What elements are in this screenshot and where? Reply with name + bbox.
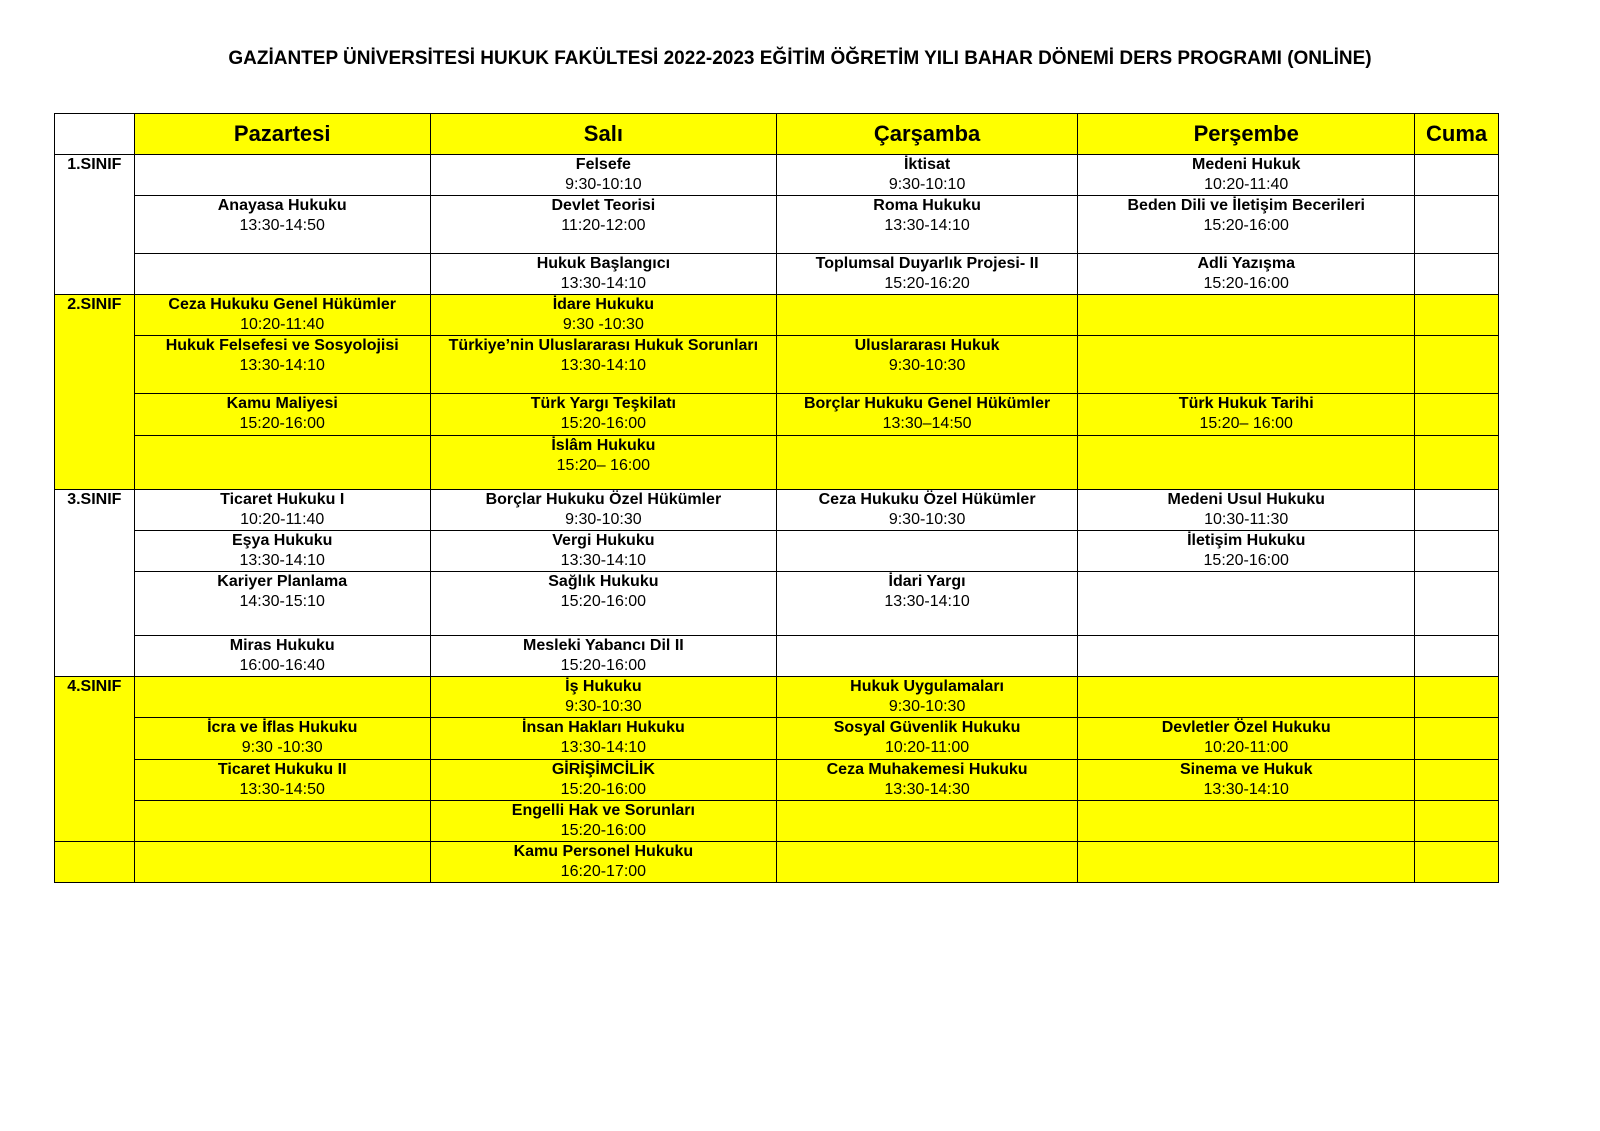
schedule-cell [134,295,430,336]
schedule-cell [1078,531,1415,572]
schedule-cell [776,718,1077,760]
course-time: 13:30-14:10 [560,552,647,569]
schedule-cell [134,677,430,718]
schedule-cell [430,196,776,254]
course-name: Kariyer Planlama [217,573,348,590]
schedule-cell [430,436,776,490]
schedule-cell [776,572,1077,636]
schedule-cell [776,842,1077,883]
table-row [55,394,1499,436]
schedule-cell [776,801,1077,842]
schedule-cell [776,436,1077,490]
schedule-cell [1415,677,1499,718]
schedule-cell [134,336,430,394]
schedule-cell [134,842,430,883]
course-name: GİRİŞİMCİLİK [551,761,655,778]
schedule-cell [776,155,1077,196]
schedule-cell [1415,572,1499,636]
table-row [55,801,1499,842]
grade-label: 4.SINIF [55,677,135,842]
schedule-cell [134,572,430,636]
course-name: Eşya Hukuku [231,532,333,549]
schedule-cell [430,636,776,677]
course-name: Kamu Personel Hukuku [513,843,694,860]
schedule-cell [134,394,430,436]
course-time: 10:20-11:40 [240,511,325,528]
course-name: Felsefe [575,156,631,173]
grade-label: 1.SINIF [55,155,135,295]
schedule-cell [1078,572,1415,636]
schedule-cell [134,155,430,196]
course-time: 15:20– 16:00 [1199,415,1293,432]
course-name: Hukuk Uygulamaları [850,678,1004,695]
schedule-cell [1415,718,1499,760]
schedule-cell [134,760,430,801]
schedule-cell [1078,718,1415,760]
course-time: 16:00-16:40 [239,657,325,674]
course-time: 15:20-16:00 [560,415,647,432]
course-time: 15:20-16:00 [1203,275,1289,292]
course-time: 13:30-14:50 [239,217,325,234]
table-row [55,196,1499,254]
schedule-cell [1078,760,1415,801]
course-time: 9:30 -10:30 [562,316,644,333]
schedule-cell [1078,436,1415,490]
course-name: Anayasa Hukuku [217,197,347,214]
corner-cell [55,114,135,155]
course-time: 15:20-16:00 [239,415,325,432]
course-name: İdare Hukuku [552,296,655,313]
course-name: İş Hukuku [565,678,642,695]
schedule-cell [1078,490,1415,531]
course-name: Mesleki Yabancı Dil II [523,637,684,654]
schedule-cell [1078,842,1415,883]
schedule-cell [134,636,430,677]
schedule-cell [430,801,776,842]
course-name: Beden Dili ve İletişim Becerileri [1127,197,1365,214]
course-name: İslâm Hukuku [551,437,656,454]
course-time: 15:20-16:00 [1203,217,1289,234]
schedule-cell [430,718,776,760]
schedule-cell [776,336,1077,394]
schedule-cell [430,531,776,572]
course-time: 10:20-11:40 [1204,176,1289,193]
course-name: Devlet Teorisi [551,197,656,214]
schedule-cell [430,254,776,295]
schedule-cell [1415,155,1499,196]
schedule-cell [1415,636,1499,677]
schedule-cell [1415,490,1499,531]
course-name: Sinema ve Hukuk [1179,761,1313,778]
course-time: 13:30-14:10 [239,552,325,569]
schedule-cell [776,196,1077,254]
course-time: 9:30-10:10 [565,176,642,193]
schedule-cell [134,531,430,572]
course-time: 10:30-11:30 [1204,511,1289,528]
course-time: 13:30-14:10 [560,357,647,374]
schedule-cell [134,254,430,295]
course-time: 9:30-10:30 [565,511,642,528]
schedule-cell [430,490,776,531]
schedule-cell [430,842,776,883]
schedule-cell [1415,760,1499,801]
course-name: Sosyal Güvenlik Hukuku [833,719,1021,736]
course-name: Uluslararası Hukuk [854,337,1000,354]
course-time: 13:30-14:10 [560,275,647,292]
day-header-carsamba: Çarşamba [776,114,1077,155]
course-name: Roma Hukuku [873,197,981,214]
course-time: 13:30–14:50 [882,415,972,432]
empty-grade-cell [55,842,135,883]
course-time: 9:30-10:30 [888,698,966,715]
grade-label: 3.SINIF [55,490,135,677]
table-row [55,572,1499,636]
course-name: Kamu Maliyesi [226,395,338,412]
course-name: Borçlar Hukuku Genel Hükümler [803,395,1051,412]
schedule-cell [1078,196,1415,254]
course-time: 9:30 -10:30 [241,739,323,756]
table-row [55,336,1499,394]
course-name: Vergi Hukuku [552,532,655,549]
course-name: Medeni Usul Hukuku [1167,491,1325,508]
schedule-cell [776,254,1077,295]
schedule-cell [430,760,776,801]
schedule-cell [776,760,1077,801]
table-row [55,295,1499,336]
course-name: Türk Hukuk Tarihi [1178,395,1314,412]
course-name: İnsan Hakları Hukuku [522,719,685,736]
table-row [55,760,1499,801]
course-time: 9:30-10:10 [888,176,966,193]
schedule-cell [1415,196,1499,254]
course-name: Hukuk Felsefesi ve Sosyolojisi [165,337,399,354]
course-time: 13:30-14:50 [239,781,325,798]
course-time: 13:30-14:10 [1203,781,1289,798]
course-name: Ticaret Hukuku I [220,491,345,508]
table-row [55,718,1499,760]
course-time: 13:30-14:10 [884,217,970,234]
schedule-cell [1078,336,1415,394]
table-row [55,677,1499,718]
schedule-cell [430,295,776,336]
course-name: Medeni Hukuk [1191,156,1301,173]
schedule-cell [134,490,430,531]
course-time: 10:20-11:40 [240,316,325,333]
day-header-pazartesi: Pazartesi [134,114,430,155]
course-time: 15:20-16:00 [560,593,647,610]
course-time: 15:20-16:20 [884,275,970,292]
course-name: Engelli Hak ve Sorunları [511,802,695,819]
table-row [55,155,1499,196]
schedule-cell [430,155,776,196]
course-time: 13:30-14:30 [884,781,970,798]
course-name: Devletler Özel Hukuku [1161,719,1331,736]
schedule-cell [1415,436,1499,490]
course-time: 15:20-16:00 [560,822,647,839]
schedule-cell [1415,295,1499,336]
table-row [55,490,1499,531]
course-time: 15:20-16:00 [560,781,647,798]
schedule-cell [1415,254,1499,295]
schedule-cell [134,718,430,760]
schedule-cell [430,336,776,394]
schedule-cell [430,572,776,636]
schedule-cell [1078,801,1415,842]
course-time: 15:20-16:00 [1203,552,1289,569]
schedule-cell [776,295,1077,336]
header-row [55,114,1499,155]
course-time: 13:30-14:10 [884,593,970,610]
page-title: GAZİANTEP ÜNİVERSİTESİ HUKUK FAKÜLTESİ 2022-2023 EĞİTİM ÖĞRETİM YILI BAHAR DÖNEMİ DERS PROGRAMI (ONLİNE) [228,48,1372,69]
course-time: 9:30-10:30 [565,698,642,715]
schedule-cell [134,801,430,842]
schedule-cell [430,677,776,718]
schedule-cell [1078,394,1415,436]
table-row [55,636,1499,677]
course-time: 14:30-15:10 [239,593,325,610]
day-header-sali: Salı [430,114,776,155]
schedule-cell [1415,842,1499,883]
schedule-cell [1415,531,1499,572]
course-name: Borçlar Hukuku Özel Hükümler [485,491,722,508]
course-name: İcra ve İflas Hukuku [207,719,358,736]
course-time: 16:20-17:00 [560,863,647,880]
schedule-cell [1078,155,1415,196]
course-name: Hukuk Başlangıcı [536,255,671,272]
schedule-cell [134,436,430,490]
schedule-cell [776,394,1077,436]
course-time: 13:30-14:10 [560,739,647,756]
course-name: Ceza Hukuku Özel Hükümler [818,491,1036,508]
course-time: 9:30-10:30 [888,357,966,374]
course-name: Miras Hukuku [229,637,335,654]
schedule-cell [1078,295,1415,336]
course-name: Adli Yazışma [1197,255,1295,272]
course-name: İdari Yargı [888,573,966,590]
table-row [55,842,1499,883]
course-time: 10:20-11:00 [884,739,970,756]
schedule-cell [776,490,1077,531]
course-name: Sağlık Hukuku [548,573,659,590]
schedule-cell [430,394,776,436]
table-row [55,436,1499,490]
course-name: Ceza Hukuku Genel Hükümler [168,296,397,313]
course-name: İletişim Hukuku [1187,532,1306,549]
course-name: Ticaret Hukuku II [217,761,347,778]
course-time: 15:20– 16:00 [556,457,651,474]
course-time: 15:20-16:00 [560,657,647,674]
course-time: 10:20-11:00 [1204,739,1289,756]
schedule-cell [1078,254,1415,295]
course-name: Ceza Muhakemesi Hukuku [826,761,1028,778]
schedule-table [54,113,1499,883]
schedule-cell [1415,801,1499,842]
schedule-cell [1078,636,1415,677]
schedule-cell [776,531,1077,572]
course-name: Toplumsal Duyarlık Projesi- II [815,255,1039,272]
course-name: Türk Yargı Teşkilatı [530,395,676,412]
grade-label: 2.SINIF [55,295,135,490]
table-row [55,254,1499,295]
schedule-cell [776,636,1077,677]
course-time: 13:30-14:10 [239,357,325,374]
course-time: 11:20-12:00 [561,217,646,234]
day-header-persembe: Perşembe [1078,114,1415,155]
schedule-cell [1415,336,1499,394]
schedule-cell [776,677,1077,718]
schedule-cell [1415,394,1499,436]
table-row [55,531,1499,572]
schedule-cell [134,196,430,254]
course-name: İktisat [903,156,951,173]
course-time: 9:30-10:30 [888,511,966,528]
day-header-cuma: Cuma [1415,114,1499,155]
course-name: Türkiye’nin Uluslararası Hukuk Sorunları [448,337,759,354]
schedule-cell [1078,677,1415,718]
